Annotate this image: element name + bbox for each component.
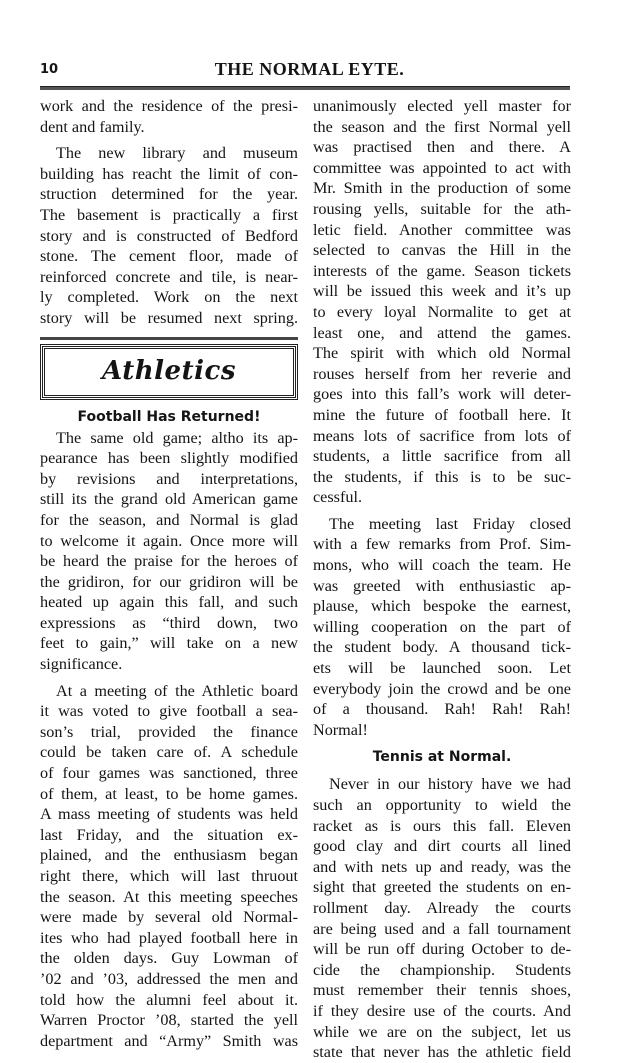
text-line: it was voted to give football a sea-: [40, 702, 298, 721]
text-line: the olden days. Guy Lowman of: [40, 949, 298, 968]
text-line: stone. The cement floor, made of: [40, 247, 298, 266]
text-line: the gridiron, for our gridiron will be: [40, 572, 298, 591]
text-line: to every loyal Normalite to get at: [313, 302, 571, 321]
text-line: letic field. Another committee was: [313, 220, 571, 239]
text-line: plained, and the enthusiasm began: [40, 846, 298, 865]
text-line: rousing yells, suitable for the ath-: [313, 199, 571, 218]
text-line: and with nets up and ready, was the: [313, 857, 571, 876]
text-line: willing cooperation on the part of: [313, 617, 571, 636]
text-line: if they desire use of the courts. And: [313, 1001, 571, 1020]
text-line: mons, who will coach the team. He: [313, 556, 571, 575]
text-line: least one, and attend the games.: [313, 323, 571, 342]
text-line: Warren Proctor ’08, started the yell: [40, 1011, 298, 1030]
text-line: will be issued this week and it’s up: [313, 282, 571, 301]
text-line: the student body. A thousand tick-: [313, 638, 571, 657]
left-column: [40, 96, 298, 1051]
text-line: story and is constructed of Bedford: [40, 226, 298, 245]
text-line: rollment day. Already the courts: [313, 898, 571, 917]
football-paragraph-1: [40, 428, 298, 675]
text-line: of a thousand. Rah! Rah! Rah!: [313, 700, 571, 719]
text-line: told how the alumni feel about it.: [40, 990, 298, 1009]
text-line: could be taken care of. A schedule: [40, 743, 298, 762]
text-line: committee was appointed to act with: [313, 158, 571, 177]
meeting-paragraph: [313, 514, 571, 741]
text-line: to welcome it again. Once more will: [40, 531, 298, 550]
text-line: mine the future of football here. It: [313, 405, 571, 424]
text-line: The new library and museum: [56, 144, 298, 163]
masthead-rule: [40, 86, 570, 90]
text-line: cessful.: [313, 488, 362, 507]
text-line: story will be resumed next spring.: [40, 308, 298, 327]
text-line: the students, if this is to be suc-: [313, 467, 571, 486]
section-title: Athletics: [102, 356, 236, 387]
text-line: heated up again this fall, and such: [40, 593, 298, 612]
text-line: reinforced concrete and tile, is near-: [40, 267, 298, 286]
page-number: 10: [40, 62, 59, 77]
text-line: means lots of sacrifice from lots of: [313, 426, 571, 445]
text-line: ets will be launched soon. Let: [313, 659, 571, 678]
tennis-paragraph: [313, 774, 571, 1062]
text-line: work and the residence of the presi-: [40, 97, 298, 115]
text-line: the season. At this meeting speeches: [40, 887, 298, 906]
article-title: Football Has Returned!: [77, 408, 261, 425]
continued-paragraph: [40, 96, 298, 137]
text-line: racket as is ours this fall. Eleven: [313, 816, 571, 835]
text-line: for the season, and Normal is glad: [40, 510, 298, 529]
text-line: rouses herself from her reverie and: [313, 364, 571, 383]
text-line: feet to gain,” will take on a new: [40, 634, 298, 653]
text-line: significance.: [40, 655, 123, 674]
text-line: goes into this fall’s work will deter-: [313, 385, 571, 404]
text-line: with a few remarks from Prof. Sim-: [313, 535, 571, 554]
text-line: Mr. Smith in the production of some: [313, 179, 571, 198]
text-line: must remember their tennis shoes,: [313, 981, 571, 1000]
text-line: were made by several old Normal-: [40, 908, 298, 927]
text-line: will be run off during October to de-: [313, 940, 571, 959]
text-line: The basement is practically a first: [40, 205, 298, 224]
text-line: such an opportunity to wield the: [313, 796, 571, 814]
text-line: Never in our history have we had: [329, 775, 571, 794]
masthead-title: THE NORMAL EYTE.: [214, 59, 405, 79]
text-line: The same old game; altho its ap-: [56, 428, 298, 447]
text-line: The meeting last Friday closed: [329, 514, 571, 533]
text-line: still its the grand old American game: [40, 490, 298, 509]
text-line: cide the championship. Students: [313, 960, 571, 979]
text-line: while we are on the subject, let us: [313, 1022, 571, 1041]
text-line: A mass meeting of students was held: [40, 805, 298, 824]
text-line: are being used and a fall tournament: [313, 919, 571, 938]
tennis-article-title: Tennis at Normal.: [372, 749, 512, 766]
text-line: interests of the game. Season tickets: [313, 261, 571, 280]
text-line: pearance has been slightly modified: [40, 449, 298, 468]
text-line: students, a little sacrifice from all: [313, 447, 571, 466]
library-paragraph: [40, 143, 298, 328]
text-line: plause, which bespoke the earnest,: [313, 597, 571, 616]
athletics-section-header: [42, 346, 296, 398]
text-line: unanimously elected yell master for: [313, 97, 571, 115]
text-line: of four games was sanctioned, three: [40, 764, 298, 783]
text-line: was greeted with enthusiastic ap-: [313, 576, 571, 595]
text-line: building has reacht the limit of con-: [40, 164, 298, 183]
text-line: was practised then and there. A: [313, 138, 571, 157]
text-line: Normal!: [313, 720, 368, 739]
text-line: The spirit with which old Normal: [313, 344, 571, 363]
text-line: by revisions and interpretations,: [40, 469, 298, 488]
text-line: At a meeting of the Athletic board: [56, 681, 298, 700]
text-line: ly completed. Work on the next: [40, 288, 298, 307]
text-line: good clay and dirt courts all lined: [313, 837, 571, 856]
text-line: sight that greeted the students on en-: [313, 878, 571, 897]
text-line: dent and family.: [40, 117, 145, 136]
text-line: ’02 and ’03, addressed the men and: [40, 969, 298, 988]
text-line: be heard the praise for the heroes of: [40, 552, 298, 571]
football-paragraph-2: [40, 681, 298, 1052]
text-line: the season and the first Normal yell: [313, 117, 571, 136]
text-line: department and “Army” Smith was: [40, 1031, 298, 1050]
text-line: of them, at least, to be home games.: [40, 784, 298, 803]
text-line: right there, which will last thruout: [40, 867, 298, 885]
section-divider: [40, 337, 298, 340]
text-line: son’s trial, provided the finance: [40, 722, 298, 741]
football-continued-paragraph: [313, 96, 571, 508]
text-line: ites who had played football here in: [40, 928, 298, 947]
text-line: state that never has the athletic field: [313, 1043, 571, 1062]
text-line: everybody join the crowd and be one: [313, 679, 571, 698]
text-line: expressions as “third down, two: [40, 613, 298, 632]
text-line: selected to canvas the Hill in the: [313, 241, 571, 260]
right-column: [313, 96, 571, 1063]
text-line: last Friday, and the situation ex-: [40, 825, 298, 844]
text-line: struction determined for the year.: [40, 185, 298, 204]
